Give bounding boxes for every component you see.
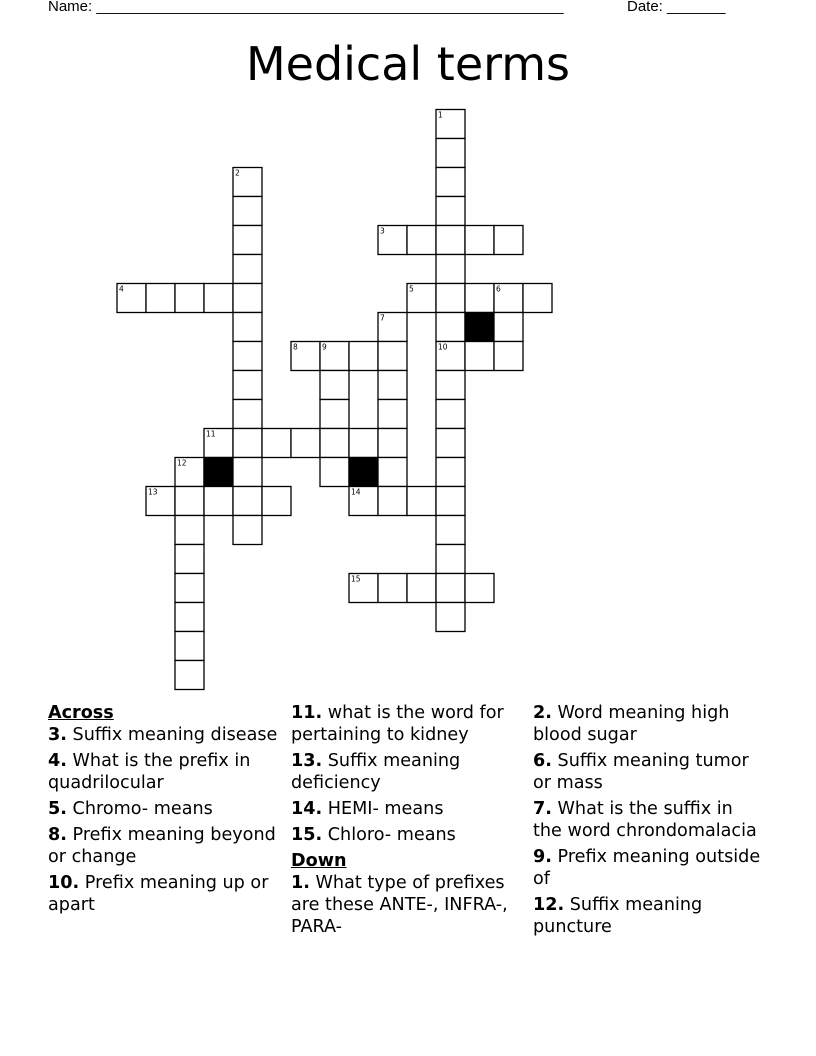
letter-cell[interactable] — [175, 516, 204, 545]
clue-text: Suffix meaning deficiency — [291, 751, 461, 793]
clue-text: Chromo- means — [72, 799, 213, 819]
letter-cell[interactable] — [175, 632, 204, 661]
letter-cell[interactable] — [233, 371, 262, 400]
letter-cell[interactable] — [436, 226, 465, 255]
clue-column-1 — [48, 702, 278, 920]
letter-cell[interactable] — [204, 487, 233, 516]
clue-text: Suffix meaning tumor or mass — [533, 751, 749, 793]
clue-text: HEMI- means — [327, 799, 444, 819]
clue-column-2 — [291, 702, 527, 942]
letter-cell[interactable] — [436, 458, 465, 487]
letter-cell[interactable] — [233, 197, 262, 226]
clue-text: Prefix meaning beyond or change — [48, 825, 276, 867]
letter-cell[interactable] — [436, 255, 465, 284]
clue-number: 8. — [48, 825, 67, 845]
clue-down-2 — [533, 702, 763, 746]
letter-cell[interactable] — [349, 429, 378, 458]
letter-cell[interactable] — [233, 516, 262, 545]
letter-cell[interactable] — [378, 371, 407, 400]
clue-number: 9. — [533, 847, 552, 867]
clue-down-1 — [291, 872, 527, 938]
letter-cell[interactable] — [465, 284, 494, 313]
letter-cell[interactable] — [436, 429, 465, 458]
clue-number: 10. — [48, 873, 80, 893]
letter-cell[interactable] — [378, 574, 407, 603]
clue-number-label: 4 — [119, 284, 124, 294]
letter-cell[interactable] — [204, 284, 233, 313]
letter-cell[interactable] — [233, 429, 262, 458]
clue-number-label: 15 — [351, 574, 361, 584]
letter-cell[interactable] — [175, 545, 204, 574]
clue-number-label: 7 — [380, 313, 385, 323]
letter-cell[interactable] — [465, 574, 494, 603]
clue-number: 6. — [533, 751, 552, 771]
clue-text: What is the suffix in the word chrondomalacia — [533, 799, 757, 841]
letter-cell[interactable] — [436, 574, 465, 603]
clue-number: 14. — [291, 799, 323, 819]
letter-cell[interactable] — [320, 371, 349, 400]
clue-down-9 — [533, 846, 763, 890]
letter-cell[interactable] — [349, 342, 378, 371]
clue-number-label: 13 — [148, 487, 158, 497]
clue-number: 7. — [533, 799, 552, 819]
clue-text: Suffix meaning disease — [72, 725, 278, 745]
clue-number: 11. — [291, 703, 323, 723]
clue-text: What is the prefix in quadrilocular — [48, 751, 251, 793]
clue-across-14 — [291, 798, 527, 820]
letter-cell[interactable] — [175, 603, 204, 632]
blocked-cell — [349, 458, 378, 487]
letter-cell[interactable] — [436, 371, 465, 400]
letter-cell[interactable] — [494, 313, 523, 342]
letter-cell[interactable] — [378, 487, 407, 516]
letter-cell[interactable] — [465, 226, 494, 255]
letter-cell[interactable] — [407, 574, 436, 603]
clue-down-6 — [533, 750, 763, 794]
clue-number-label: 12 — [177, 458, 187, 468]
blocked-cell — [204, 458, 233, 487]
clue-number-label: 11 — [206, 429, 216, 439]
clue-number-label: 14 — [351, 487, 361, 497]
letter-cell[interactable] — [175, 487, 204, 516]
letter-cell[interactable] — [436, 487, 465, 516]
clue-number: 3. — [48, 725, 67, 745]
name-field-label: Name: ________________________________________________________ — [48, 0, 564, 15]
letter-cell[interactable] — [233, 226, 262, 255]
clue-number-label: 1 — [438, 110, 443, 120]
letter-cell[interactable] — [436, 168, 465, 197]
clue-number: 4. — [48, 751, 67, 771]
clue-across-11 — [291, 702, 527, 746]
letter-cell[interactable] — [262, 429, 291, 458]
clue-text: Chloro- means — [327, 825, 456, 845]
clue-number: 2. — [533, 703, 552, 723]
clue-number-label: 3 — [380, 226, 385, 236]
letter-cell[interactable] — [175, 661, 204, 690]
clue-number-label: 8 — [293, 342, 298, 352]
letter-cell[interactable] — [291, 429, 320, 458]
clue-across-8 — [48, 824, 278, 868]
letter-cell[interactable] — [378, 400, 407, 429]
letter-cell[interactable] — [494, 342, 523, 371]
letter-cell[interactable] — [175, 574, 204, 603]
letter-cell[interactable] — [436, 139, 465, 168]
clue-across-5 — [48, 798, 278, 820]
letter-cell[interactable] — [320, 400, 349, 429]
letter-cell[interactable] — [436, 284, 465, 313]
letter-cell[interactable] — [523, 284, 552, 313]
clue-across-4 — [48, 750, 278, 794]
clue-number-label: 6 — [496, 284, 501, 294]
down-heading: Down — [291, 851, 347, 871]
letter-cell[interactable] — [320, 429, 349, 458]
clue-number: 15. — [291, 825, 323, 845]
letter-cell[interactable] — [436, 197, 465, 226]
clue-across-3 — [48, 724, 278, 746]
clue-number: 5. — [48, 799, 67, 819]
letter-cell[interactable] — [407, 226, 436, 255]
clue-number-label: 9 — [322, 342, 327, 352]
letter-cell[interactable] — [378, 342, 407, 371]
letter-cell[interactable] — [378, 458, 407, 487]
page-title: Medical terms — [245, 37, 571, 91]
clue-text: Word meaning high blood sugar — [533, 703, 730, 745]
blocked-cell — [465, 313, 494, 342]
clue-text: What type of prefixes are these ANTE-, INFRA-, PARA- — [291, 873, 508, 937]
clue-text: Prefix meaning up or apart — [48, 873, 269, 915]
clue-number: 12. — [533, 895, 565, 915]
date-field-label: Date: _______ — [627, 0, 726, 15]
letter-cell[interactable] — [233, 400, 262, 429]
letter-cell[interactable] — [320, 458, 349, 487]
across-heading: Across — [48, 703, 114, 723]
letter-cell[interactable] — [146, 284, 175, 313]
clue-number-label: 2 — [235, 168, 240, 178]
clue-across-15 — [291, 824, 527, 846]
letter-cell[interactable] — [233, 313, 262, 342]
letter-cell[interactable] — [233, 255, 262, 284]
letter-cell[interactable] — [233, 487, 262, 516]
clue-number: 13. — [291, 751, 323, 771]
letter-cell[interactable] — [436, 313, 465, 342]
letter-cell[interactable] — [436, 516, 465, 545]
letter-cell[interactable] — [233, 284, 262, 313]
letter-cell[interactable] — [436, 545, 465, 574]
clue-number: 1. — [291, 873, 310, 893]
letter-cell[interactable] — [262, 487, 291, 516]
clue-across-13 — [291, 750, 527, 794]
clue-number-label: 10 — [438, 342, 448, 352]
clue-column-3 — [533, 702, 763, 942]
clue-text: Prefix meaning outside of — [533, 847, 761, 889]
letter-cell[interactable] — [436, 400, 465, 429]
clue-number-label: 5 — [409, 284, 414, 294]
letter-cell[interactable] — [233, 458, 262, 487]
letter-cell[interactable] — [407, 487, 436, 516]
clue-across-10 — [48, 872, 278, 916]
clue-text: what is the word for pertaining to kidney — [291, 703, 504, 745]
letter-cell[interactable] — [494, 226, 523, 255]
letter-cell[interactable] — [465, 342, 494, 371]
clue-down-12 — [533, 894, 763, 938]
letter-cell[interactable] — [378, 429, 407, 458]
letter-cell[interactable] — [175, 284, 204, 313]
letter-cell[interactable] — [233, 342, 262, 371]
letter-cell[interactable] — [436, 603, 465, 632]
clue-down-7 — [533, 798, 763, 842]
clue-text: Suffix meaning puncture — [533, 895, 703, 937]
